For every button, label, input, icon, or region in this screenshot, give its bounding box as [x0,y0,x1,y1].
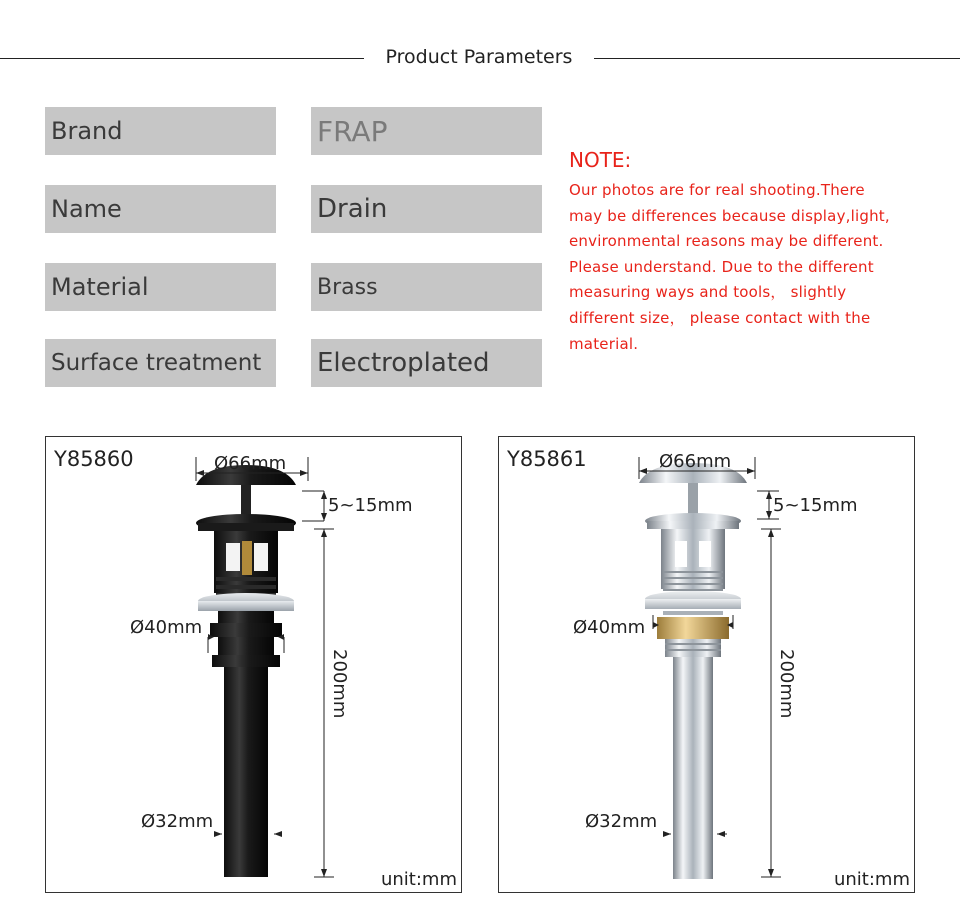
param-value-material: Brass [311,263,542,311]
dim-tail-diameter: Ø32mm [141,811,214,832]
dim-length: 200mm [776,649,797,719]
note-block [569,148,949,357]
product-panel-black [45,436,462,893]
unit-label: unit:mm [833,869,910,890]
note-line: environmental reasons may be different. [569,232,884,251]
dim-length: 200mm [329,649,350,719]
header-rule-right [594,58,960,59]
dim-tail-diameter: Ø32mm [585,811,658,832]
param-label-brand: Brand [45,107,276,155]
unit-label: unit:mm [380,869,457,890]
note-line: Please understand. Due to the different [569,257,874,276]
dim-top-diameter: Ø66mm [659,451,732,472]
param-value-surface: Electroplated [311,339,542,387]
model-number: Y85860 [54,447,134,471]
header-rule-left [0,58,364,59]
param-label-surface: Surface treatment [45,339,276,387]
section-title: Product Parameters [385,46,573,68]
model-number: Y85861 [507,447,587,471]
product-panel-chrome [498,436,915,893]
dim-lift: 5~15mm [773,495,858,516]
param-value-brand: FRAP [311,107,542,155]
dim-lift: 5~15mm [328,495,413,516]
note-line: measuring ways and tools， slightly [569,283,847,302]
param-value-name: Drain [311,185,542,233]
note-line: Our photos are for real shooting.There [569,181,865,199]
section-header [0,38,960,78]
note-line: material. [569,334,639,353]
note-title: NOTE: [569,148,632,172]
note-line: different size， please contact with the [569,308,871,327]
param-label-name: Name [45,185,276,233]
dim-body-diameter: Ø40mm [130,617,203,638]
dim-body-diameter: Ø40mm [573,617,646,638]
note-line: may be differences because display,light, [569,206,890,225]
param-label-material: Material [45,263,276,311]
dim-top-diameter: Ø66mm [214,453,287,474]
